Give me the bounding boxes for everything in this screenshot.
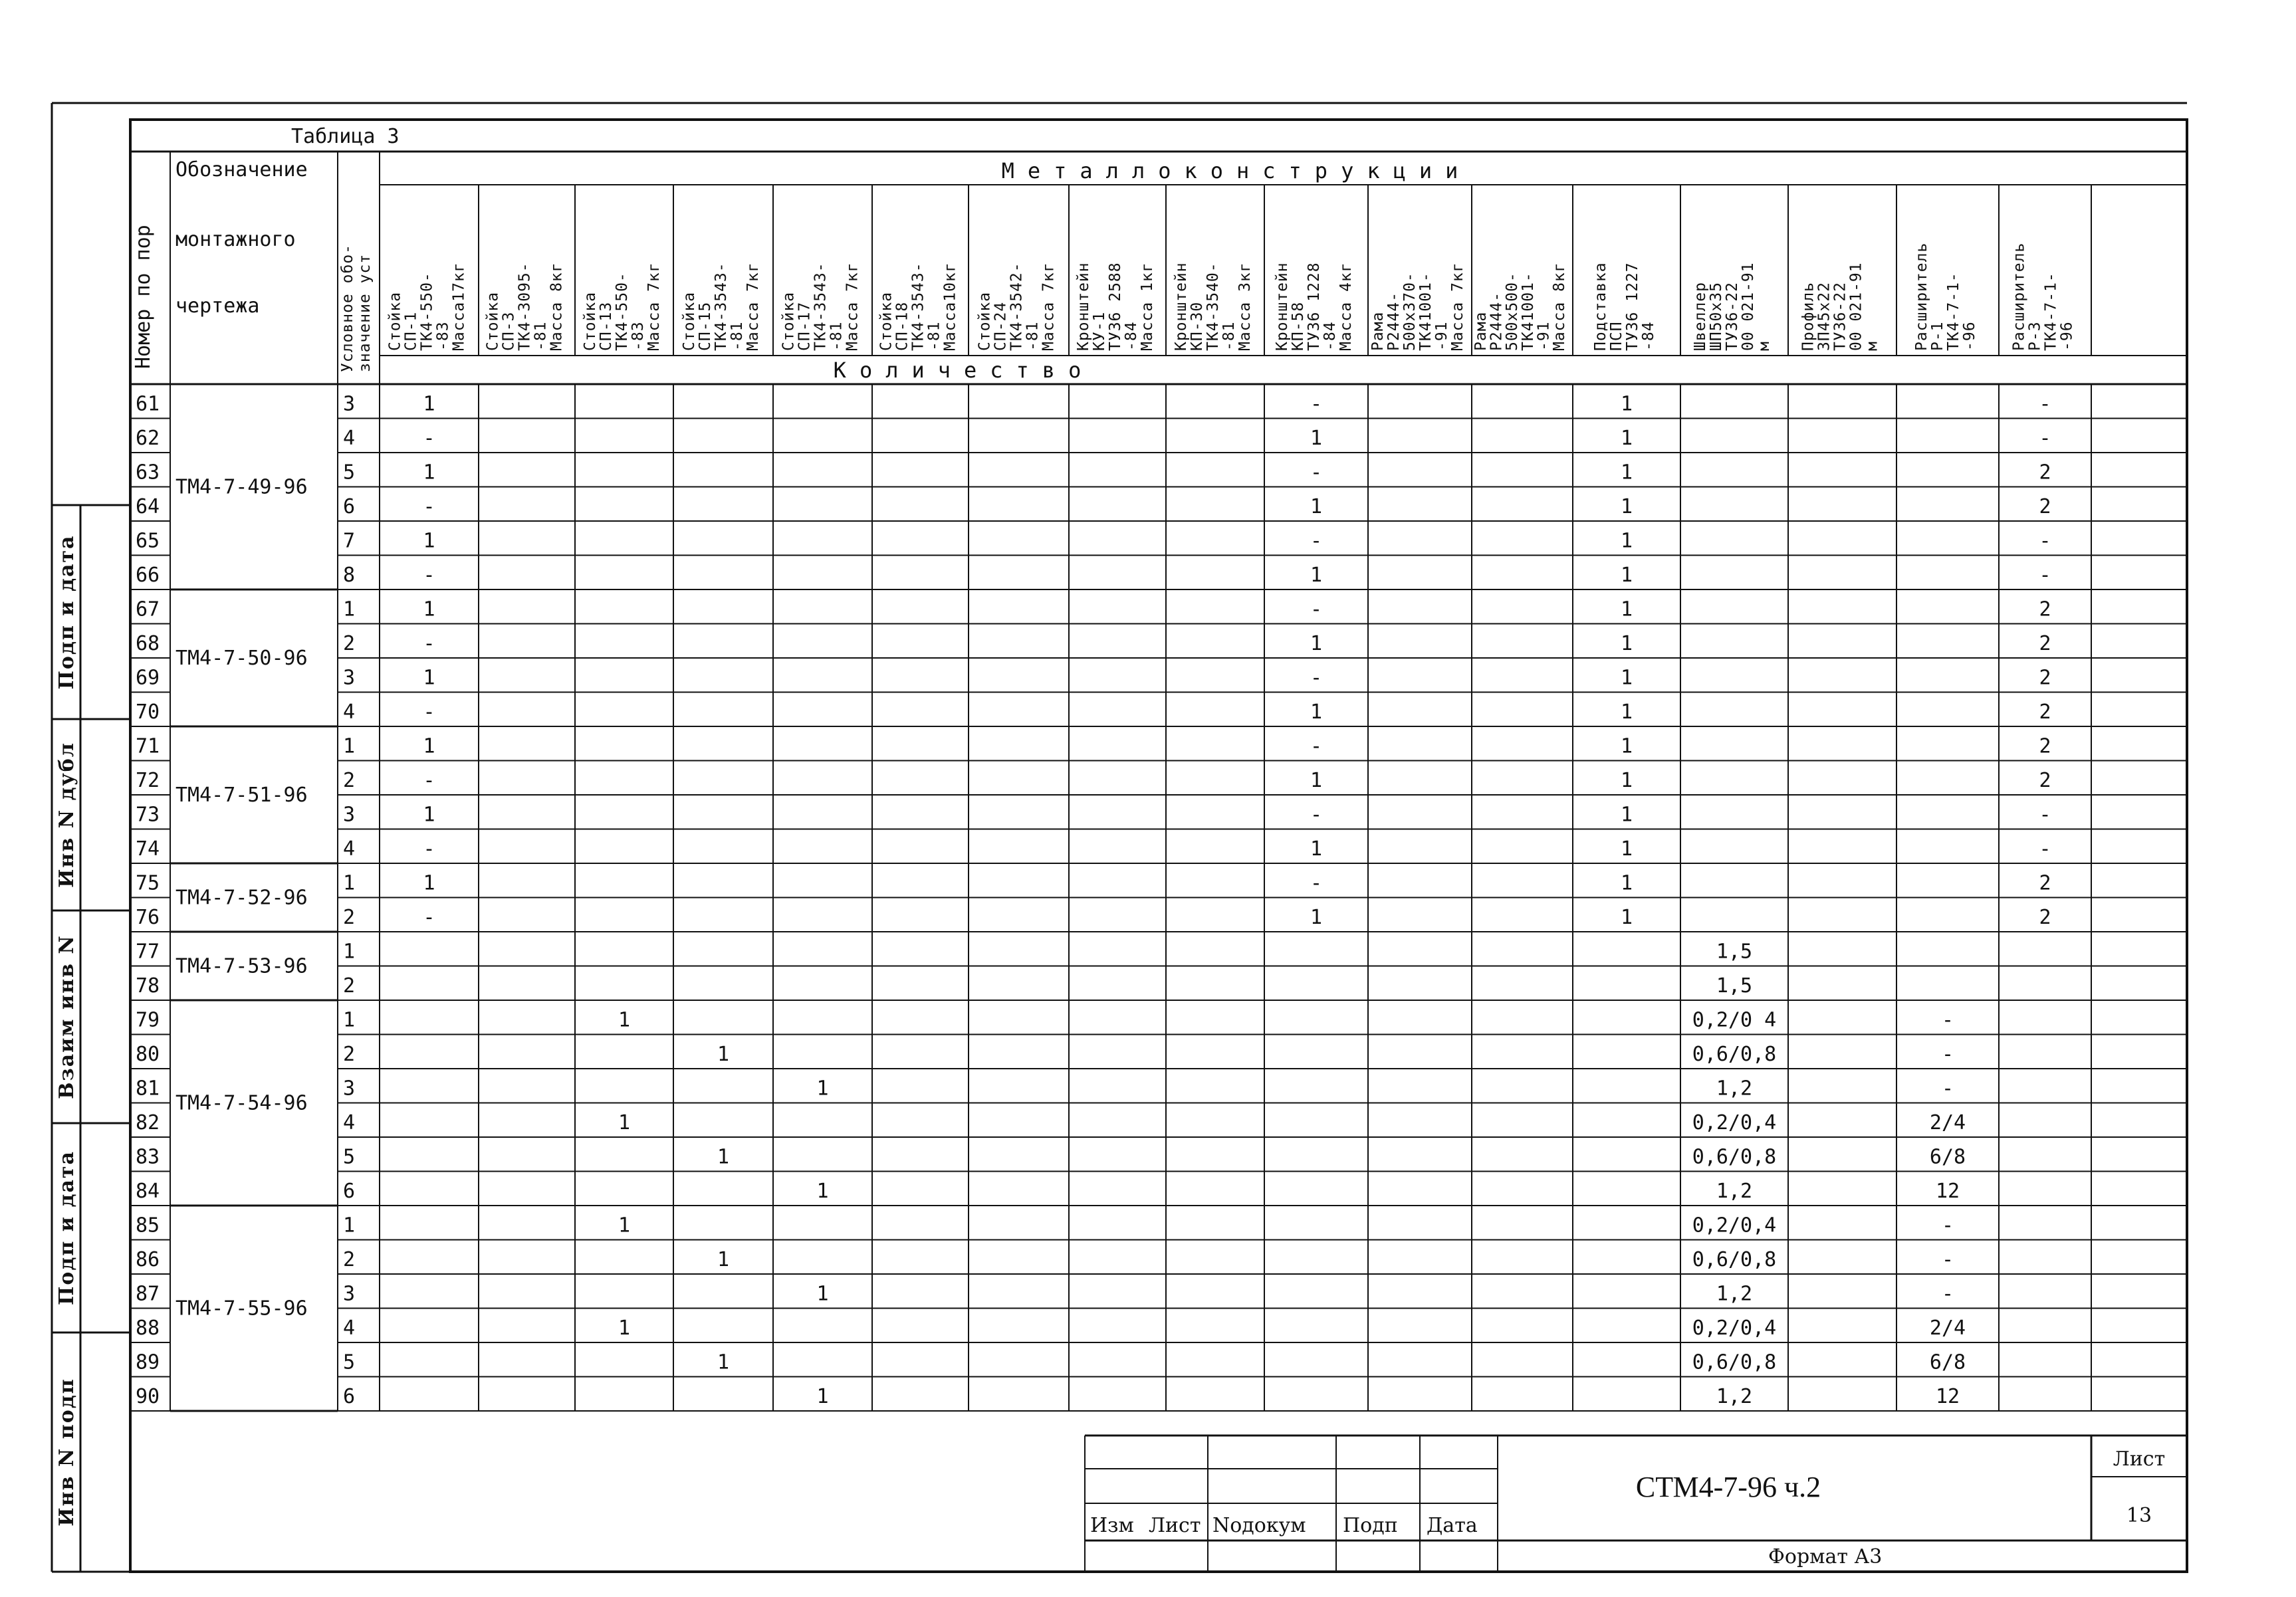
- condition-code: 5: [343, 1145, 356, 1169]
- column-header-c15: 00 021-91: [1847, 262, 1865, 351]
- column-header-c15: ТУ36-22: [1831, 282, 1849, 351]
- row-number: 78: [136, 974, 160, 998]
- row-number: 75: [136, 871, 160, 895]
- cell-value-c14: 1,2: [1716, 1180, 1753, 1203]
- column-header-c2: -81: [532, 321, 550, 351]
- cell-value-c16: -: [1941, 1282, 1954, 1306]
- column-header-c7: Масса 7кг: [1040, 262, 1058, 351]
- condition-code: 4: [343, 427, 356, 450]
- column-header-c5: -81: [828, 321, 846, 351]
- side-stamp-label: Подп и дата: [55, 534, 78, 690]
- column-header-c16: -96: [1961, 321, 1978, 351]
- cell-value-c14: 1,2: [1716, 1282, 1753, 1306]
- title-label-date: Дата: [1427, 1514, 1478, 1537]
- cell-value-c16: -: [1941, 1043, 1954, 1066]
- column-header-c11: Масса 7кг: [1449, 262, 1466, 351]
- cell-value-c13: 1: [1620, 427, 1633, 450]
- row-number: 89: [136, 1350, 160, 1374]
- cell-value-c14: 0,2/0 4: [1692, 1008, 1777, 1032]
- row-number: 87: [136, 1282, 160, 1306]
- cell-value-c14: 0,2/0,4: [1692, 1214, 1777, 1237]
- paper-format: Формат А3: [1768, 1545, 1883, 1568]
- condition-code: 1: [343, 940, 356, 964]
- cell-value-c1: -: [423, 837, 435, 861]
- column-header-c2: Масса 8кг: [548, 262, 566, 351]
- cell-value-c17: 2: [2039, 495, 2051, 518]
- column-header-c4: ТК4-3543-: [713, 262, 730, 351]
- cell-value-c1: 1: [423, 666, 435, 690]
- sheet-number: 13: [2126, 1504, 2152, 1527]
- column-header-c10: -84: [1321, 321, 1339, 351]
- cell-value-c3: 1: [618, 1111, 631, 1134]
- column-header-c3: ТК4-550-: [614, 272, 631, 351]
- column-header-c3: Стойка: [582, 291, 599, 351]
- cell-value-c16: -: [1941, 1248, 1954, 1271]
- cell-value-c5: 1: [816, 1077, 829, 1101]
- cell-value-c1: -: [423, 700, 435, 724]
- column-header-c11: Рама: [1369, 311, 1387, 351]
- column-header-c2: СП-3: [500, 311, 518, 351]
- column-header-c17: Расширитель: [2010, 242, 2028, 351]
- row-number: 74: [136, 837, 160, 861]
- column-header-c1: -83: [434, 321, 452, 351]
- column-header-c1: Масса17кг: [450, 262, 468, 351]
- cell-value-c13: 1: [1620, 666, 1633, 690]
- table-caption: Таблица 3: [291, 125, 400, 148]
- column-header-c14: м: [1756, 341, 1773, 351]
- cell-value-c5: 1: [816, 1282, 829, 1306]
- drawing-designation: ТМ4-7-50-96: [175, 647, 308, 670]
- drawing-designation: ТМ4-7-51-96: [175, 784, 308, 807]
- cell-value-c13: 1: [1620, 495, 1633, 518]
- cell-value-c13: 1: [1620, 597, 1633, 621]
- column-header-c5: Стойка: [780, 291, 798, 351]
- column-header-c6: СП-18: [893, 301, 911, 351]
- column-header-c15: Профиль: [1799, 282, 1817, 351]
- cell-value-c1: -: [423, 427, 435, 450]
- column-header-c13: Подставка: [1592, 262, 1609, 351]
- column-header-c12: ТК41001-: [1519, 272, 1537, 351]
- row-number: 63: [136, 461, 160, 484]
- cell-value-c13: 1: [1620, 461, 1633, 484]
- column-header-c12: Масса 8кг: [1551, 262, 1569, 351]
- column-header-c3: -83: [630, 321, 647, 351]
- cell-value-c10: 1: [1310, 769, 1323, 792]
- metal-structures-title: Металлоконструкции: [1001, 158, 1472, 183]
- sheet-label: Лист: [2113, 1447, 2166, 1471]
- cell-value-c14: 0,2/0,4: [1692, 1111, 1777, 1134]
- cell-value-c10: -: [1310, 803, 1323, 827]
- cell-value-c14: 0,6/0,8: [1692, 1350, 1777, 1374]
- cell-value-c17: 2: [2039, 700, 2051, 724]
- column-header-c13: ТУ36 1227: [1624, 262, 1641, 351]
- column-header-c4: Стойка: [681, 291, 698, 351]
- row-number: 79: [136, 1008, 160, 1032]
- cell-value-c17: -: [2039, 427, 2051, 450]
- column-header-c15: ЗП45х22: [1815, 282, 1833, 351]
- cell-value-c13: 1: [1620, 803, 1633, 827]
- cell-value-c1: 1: [423, 529, 435, 553]
- cell-value-c17: -: [2039, 837, 2051, 861]
- condition-code: 2: [343, 769, 356, 792]
- quantity-title: Количество: [833, 358, 1095, 383]
- condition-code: 2: [343, 1248, 356, 1271]
- condition-code: 2: [343, 632, 356, 655]
- cell-value-c13: 1: [1620, 906, 1633, 929]
- cell-value-c1: -: [423, 495, 435, 518]
- cell-value-c10: -: [1310, 597, 1323, 621]
- title-label-sheet: Лист: [1149, 1514, 1201, 1537]
- row-number: 69: [136, 666, 160, 690]
- cell-value-c13: 1: [1620, 564, 1633, 587]
- cell-value-c13: 1: [1620, 769, 1633, 792]
- column-header-c9: -81: [1220, 321, 1238, 351]
- condition-code: 1: [343, 871, 356, 895]
- side-stamp-label: Взаим инв N: [55, 934, 78, 1099]
- column-header-c11: Р2444-: [1385, 291, 1403, 351]
- column-header-c8: ТУ36 2588: [1107, 262, 1124, 351]
- condition-code: 3: [343, 1077, 356, 1101]
- condition-header: значение уст: [356, 253, 374, 372]
- row-number: 62: [136, 427, 160, 450]
- column-header-c11: 500х370-: [1401, 272, 1419, 351]
- cell-value-c3: 1: [618, 1317, 631, 1340]
- cell-value-c16: 2/4: [1929, 1111, 1966, 1134]
- column-header-c14: Швеллер: [1692, 282, 1709, 351]
- condition-code: 5: [343, 461, 356, 484]
- cell-value-c14: 0,6/0,8: [1692, 1145, 1777, 1169]
- cell-value-c13: 1: [1620, 837, 1633, 861]
- cell-value-c3: 1: [618, 1008, 631, 1032]
- cell-value-c17: 2: [2039, 666, 2051, 690]
- condition-code: 3: [343, 392, 356, 416]
- title-label-document: Nодокум: [1212, 1514, 1306, 1537]
- row-number: 61: [136, 392, 160, 416]
- condition-code: 6: [343, 1385, 356, 1408]
- column-header-c4: СП-15: [697, 301, 714, 351]
- row-number: 68: [136, 632, 160, 655]
- cell-value-c10: 1: [1310, 427, 1323, 450]
- drawing-designation: ТМ4-7-53-96: [175, 954, 308, 978]
- side-stamp-label: Инв N дубл: [55, 742, 78, 888]
- row-number: 72: [136, 769, 160, 792]
- condition-code: 3: [343, 803, 356, 827]
- cell-value-c1: -: [423, 769, 435, 792]
- column-header-c2: ТК4-3095-: [516, 262, 534, 351]
- cell-value-c14: 1,5: [1716, 940, 1753, 964]
- column-header-c10: ТУ36 1228: [1306, 262, 1323, 351]
- condition-code: 2: [343, 906, 356, 929]
- row-number: 76: [136, 906, 160, 929]
- cell-value-c17: 2: [2039, 461, 2051, 484]
- column-header-c5: СП-17: [796, 301, 814, 351]
- column-header-c11: ТК41001-: [1417, 272, 1435, 351]
- condition-code: 4: [343, 1317, 356, 1340]
- cell-value-c3: 1: [618, 1214, 631, 1237]
- cell-value-c13: 1: [1620, 392, 1633, 416]
- row-number: 73: [136, 803, 160, 827]
- cell-value-c16: -: [1941, 1214, 1954, 1237]
- column-header-c9: ТК4-3540-: [1205, 262, 1222, 351]
- row-number: 65: [136, 529, 160, 553]
- cell-value-c10: -: [1310, 734, 1323, 758]
- cell-value-c10: -: [1310, 461, 1323, 484]
- column-header-c2: Стойка: [484, 291, 502, 351]
- cell-value-c17: -: [2039, 803, 2051, 827]
- cell-value-c13: 1: [1620, 632, 1633, 655]
- column-header-c16: ТК4-7-1-: [1945, 272, 1962, 351]
- document-code: СТМ4-7-96 ч.2: [1635, 1471, 1821, 1503]
- column-header-c5: Масса 7кг: [844, 262, 861, 351]
- title-label-change: Изм: [1090, 1514, 1134, 1537]
- condition-code: 1: [343, 734, 356, 758]
- column-header-c10: Масса 4кг: [1337, 262, 1355, 351]
- column-header-c6: Стойка: [877, 291, 895, 351]
- cell-value-c17: 2: [2039, 734, 2051, 758]
- cell-value-c16: 12: [1935, 1180, 1960, 1203]
- column-header-c4: -81: [729, 321, 746, 351]
- column-header-c8: Масса 1кг: [1139, 262, 1156, 351]
- cell-value-c10: 1: [1310, 495, 1323, 518]
- cell-value-c13: 1: [1620, 734, 1633, 758]
- drawing-designation: ТМ4-7-49-96: [175, 475, 308, 499]
- row-number: 81: [136, 1077, 160, 1101]
- title-label-signature: Подп: [1343, 1514, 1398, 1537]
- cell-value-c5: 1: [816, 1385, 829, 1408]
- column-header-c16: Р-1: [1929, 321, 1946, 351]
- condition-code: 3: [343, 1282, 356, 1306]
- column-header-c9: Кронштейн: [1173, 262, 1190, 351]
- row-number: 85: [136, 1214, 160, 1237]
- column-header-c3: Масса 7кг: [645, 262, 663, 351]
- cell-value-c4: 1: [717, 1248, 730, 1271]
- cell-value-c16: -: [1941, 1008, 1954, 1032]
- condition-code: 6: [343, 1180, 356, 1203]
- cell-value-c1: 1: [423, 392, 435, 416]
- column-header-c4: Масса 7кг: [745, 262, 762, 351]
- column-header-c6: -81: [925, 321, 943, 351]
- cell-value-c14: 1,5: [1716, 974, 1753, 998]
- row-number: 88: [136, 1317, 160, 1340]
- cell-value-c16: 6/8: [1929, 1145, 1966, 1169]
- row-number: 80: [136, 1043, 160, 1066]
- cell-value-c10: 1: [1310, 632, 1323, 655]
- cell-value-c16: -: [1941, 1077, 1954, 1101]
- condition-code: 3: [343, 666, 356, 690]
- cell-value-c5: 1: [816, 1180, 829, 1203]
- cell-value-c1: 1: [423, 734, 435, 758]
- condition-code: 1: [343, 597, 356, 621]
- cell-value-c4: 1: [717, 1043, 730, 1066]
- column-header-c14: 00 021-91: [1740, 262, 1757, 351]
- side-stamp-label: Подп и дата: [55, 1150, 78, 1305]
- designation-header: чертежа: [175, 294, 260, 318]
- column-header-c8: КУ-1: [1091, 311, 1108, 351]
- row-number-header: Номер по пор: [132, 225, 155, 369]
- cell-value-c17: -: [2039, 529, 2051, 553]
- condition-code: 2: [343, 974, 356, 998]
- cell-value-c10: 1: [1310, 906, 1323, 929]
- column-header-c13: -84: [1640, 321, 1657, 351]
- cell-value-c4: 1: [717, 1350, 730, 1374]
- cell-value-c13: 1: [1620, 529, 1633, 553]
- column-header-c12: Р2444-: [1488, 291, 1506, 351]
- row-number: 77: [136, 940, 160, 964]
- column-header-c15: м: [1863, 341, 1881, 351]
- drawing-designation: ТМ4-7-54-96: [175, 1091, 308, 1115]
- cell-value-c1: 1: [423, 871, 435, 895]
- cell-value-c14: 0,6/0,8: [1692, 1043, 1777, 1066]
- column-header-c8: -84: [1123, 321, 1140, 351]
- column-header-c10: Кронштейн: [1274, 262, 1291, 351]
- column-header-c17: ТК4-7-1-: [2042, 272, 2060, 351]
- cell-value-c10: 1: [1310, 564, 1323, 587]
- column-header-c6: Масса10кг: [941, 262, 959, 351]
- row-number: 86: [136, 1248, 160, 1271]
- side-stamp-label: Инв N подп: [55, 1378, 78, 1527]
- column-header-c7: ТК4-3542-: [1008, 262, 1026, 351]
- column-header-c9: КП-30: [1189, 301, 1206, 351]
- row-number: 84: [136, 1180, 160, 1203]
- condition-code: 6: [343, 495, 356, 518]
- column-header-c7: СП-24: [992, 301, 1010, 351]
- condition-code: 5: [343, 1350, 356, 1374]
- row-number: 67: [136, 597, 160, 621]
- column-header-c8: Кронштейн: [1075, 262, 1092, 351]
- cell-value-c10: 1: [1310, 837, 1323, 861]
- cell-value-c14: 0,6/0,8: [1692, 1248, 1777, 1271]
- cell-value-c1: 1: [423, 461, 435, 484]
- column-header-c7: -81: [1024, 321, 1042, 351]
- column-header-c11: -91: [1433, 321, 1450, 351]
- column-header-c12: 500х500-: [1504, 272, 1522, 351]
- cell-value-c1: 1: [423, 803, 435, 827]
- condition-code: 7: [343, 529, 356, 553]
- cell-value-c13: 1: [1620, 871, 1633, 895]
- cell-value-c17: 2: [2039, 906, 2051, 929]
- condition-code: 4: [343, 837, 356, 861]
- row-number: 71: [136, 734, 160, 758]
- condition-header: Условное обо-: [339, 243, 356, 372]
- column-header-c14: ТУ36-22: [1724, 282, 1741, 351]
- cell-value-c14: 1,2: [1716, 1077, 1753, 1101]
- column-header-c1: СП-1: [402, 311, 420, 351]
- cell-value-c17: 2: [2039, 769, 2051, 792]
- condition-code: 2: [343, 1043, 356, 1066]
- cell-value-c17: 2: [2039, 597, 2051, 621]
- column-header-c9: Масса 3кг: [1236, 262, 1254, 351]
- column-header-c5: ТК4-3543-: [812, 262, 830, 351]
- drawing-designation: ТМ4-7-55-96: [175, 1297, 308, 1321]
- column-header-c14: ШП50х35: [1708, 282, 1725, 351]
- column-header-c16: Расширитель: [1913, 242, 1930, 351]
- column-header-c1: ТК4-550-: [418, 272, 436, 351]
- column-header-c13: ПСП: [1608, 321, 1625, 351]
- cell-value-c14: 1,2: [1716, 1385, 1753, 1408]
- column-header-c6: ТК4-3543-: [909, 262, 927, 351]
- column-header-c12: Рама: [1472, 311, 1490, 351]
- column-header-c1: Стойка: [386, 291, 404, 351]
- cell-value-c16: 6/8: [1929, 1350, 1966, 1374]
- cell-value-c1: -: [423, 906, 435, 929]
- cell-value-c10: -: [1310, 871, 1323, 895]
- condition-code: 1: [343, 1008, 356, 1032]
- cell-value-c10: -: [1310, 666, 1323, 690]
- column-header-c10: КП-58: [1290, 301, 1307, 351]
- condition-code: 1: [343, 1214, 356, 1237]
- row-number: 90: [136, 1385, 160, 1408]
- cell-value-c10: 1: [1310, 700, 1323, 724]
- cell-value-c13: 1: [1620, 700, 1633, 724]
- column-header-c17: Р-3: [2026, 321, 2044, 351]
- designation-header: монтажного: [175, 228, 296, 251]
- condition-code: 4: [343, 1111, 356, 1134]
- column-header-c7: Стойка: [976, 291, 994, 351]
- cell-value-c14: 0,2/0,4: [1692, 1317, 1777, 1340]
- column-header-c12: -91: [1535, 321, 1553, 351]
- cell-value-c16: 12: [1935, 1385, 1960, 1408]
- cell-value-c17: 2: [2039, 632, 2051, 655]
- column-header-c17: -96: [2058, 321, 2076, 351]
- cell-value-c10: -: [1310, 529, 1323, 553]
- cell-value-c1: -: [423, 564, 435, 587]
- cell-value-c1: -: [423, 632, 435, 655]
- cell-value-c17: -: [2039, 392, 2051, 416]
- cell-value-c17: -: [2039, 564, 2051, 587]
- row-number: 66: [136, 564, 160, 587]
- condition-code: 8: [343, 564, 356, 587]
- drawing-designation: ТМ4-7-52-96: [175, 886, 308, 910]
- cell-value-c16: 2/4: [1929, 1317, 1966, 1340]
- cell-value-c1: 1: [423, 597, 435, 621]
- row-number: 70: [136, 700, 160, 724]
- column-header-c3: СП-13: [598, 301, 615, 351]
- cell-value-c10: -: [1310, 392, 1323, 416]
- cell-value-c17: 2: [2039, 871, 2051, 895]
- designation-header: Обозначение: [175, 158, 308, 181]
- cell-value-c4: 1: [717, 1145, 730, 1169]
- row-number: 83: [136, 1145, 160, 1169]
- row-number: 64: [136, 495, 160, 518]
- condition-code: 4: [343, 700, 356, 724]
- row-number: 82: [136, 1111, 160, 1134]
